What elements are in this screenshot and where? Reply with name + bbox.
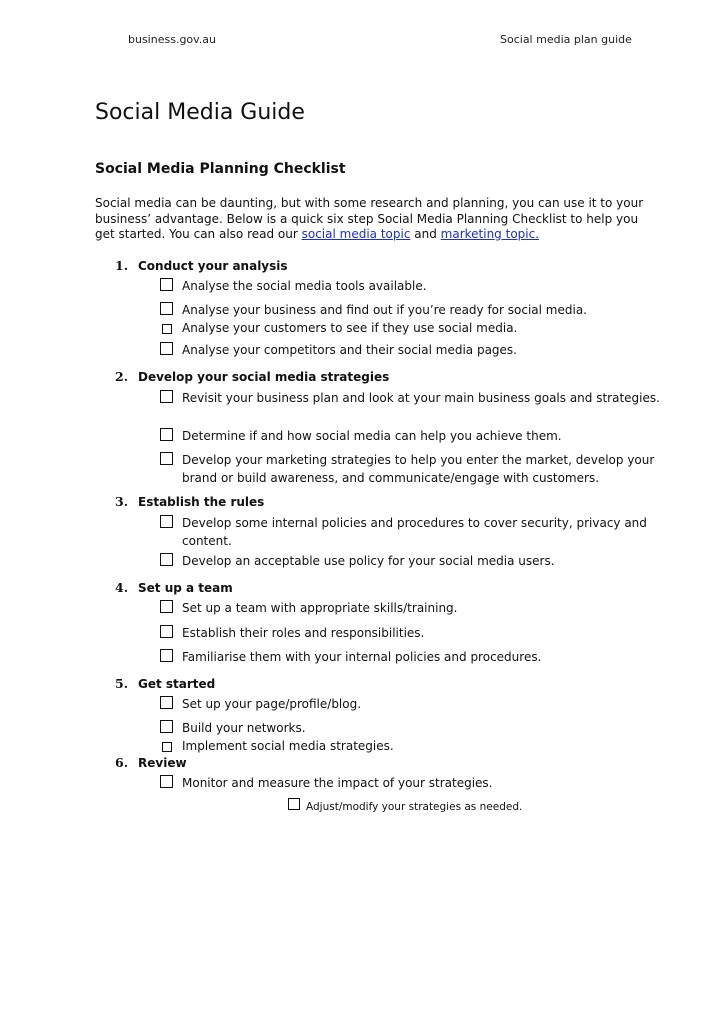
section-number: 3. <box>115 494 129 509</box>
checklist-item-label: Implement social media strategies. <box>182 739 394 753</box>
checkbox-icon[interactable] <box>162 742 172 752</box>
section-title: Conduct your analysis <box>138 259 288 273</box>
checkbox-icon[interactable] <box>160 302 173 315</box>
section-heading-strategies <box>115 369 389 384</box>
checklist-item-label: Determine if and how social media can help you achieve them. <box>182 429 562 443</box>
page-subtitle: Social Media Planning Checklist <box>95 161 346 177</box>
section-heading-get-started <box>115 676 215 691</box>
checkbox-icon[interactable] <box>160 278 173 291</box>
intro-and: and <box>410 227 441 241</box>
checklist-item-label: Develop some internal policies and procedures to cover security, privacy and content. <box>182 516 647 548</box>
checklist-item-label: Establish their roles and responsibilities. <box>182 626 425 640</box>
checkbox-icon[interactable] <box>160 342 173 355</box>
section-title: Review <box>138 756 187 770</box>
checkbox-icon[interactable] <box>288 798 300 810</box>
checkbox-icon[interactable] <box>160 553 173 566</box>
checklist-item-label: Develop your marketing strategies to help you enter the market, develop your brand or build awareness, and communicate/engage with customers. <box>182 453 655 485</box>
social-media-topic-link[interactable]: social media topic <box>301 227 411 241</box>
checklist-item-label: Analyse the social media tools available. <box>182 279 427 293</box>
checkbox-icon[interactable] <box>160 390 173 403</box>
section-title: Establish the rules <box>138 495 265 509</box>
checklist-item-label: Analyse your customers to see if they use social media. <box>182 321 518 335</box>
header-site: business.gov.au <box>128 33 217 46</box>
marketing-topic-link[interactable]: marketing topic. <box>440 227 540 241</box>
checkbox-icon[interactable] <box>160 452 173 465</box>
checklist-item-label: Analyse your business and find out if you’re ready for social media. <box>182 303 587 317</box>
page-title: Social Media Guide <box>95 100 305 125</box>
checkbox-icon[interactable] <box>160 696 173 709</box>
checkbox-icon[interactable] <box>160 649 173 662</box>
section-heading-team <box>115 580 233 595</box>
section-heading-analysis <box>115 258 288 273</box>
checkbox-icon[interactable] <box>160 600 173 613</box>
checklist-item-label: Familiarise them with your internal policies and procedures. <box>182 650 542 664</box>
checkbox-icon[interactable] <box>160 428 173 441</box>
checklist-item-label: Develop an acceptable use policy for your social media users. <box>182 554 555 568</box>
section-number: 5. <box>115 676 129 691</box>
checklist-item-label: Revisit your business plan and look at your main business goals and strategies. <box>182 391 660 405</box>
section-title: Get started <box>138 677 216 691</box>
header-doc-title: Social media plan guide <box>500 33 632 46</box>
section-number: 1. <box>115 258 129 273</box>
intro-text: Social media can be daunting, but with some research and planning, you can use it to your business’ advantage. Below is a quick six step Social Media Planning Checklist to help you get started. You can also read our <box>95 196 644 241</box>
section-number: 4. <box>115 580 129 595</box>
section-number: 6. <box>115 755 129 770</box>
checkbox-icon[interactable] <box>160 720 173 733</box>
section-number: 2. <box>115 369 129 384</box>
section-heading-rules <box>115 494 264 509</box>
checkbox-icon[interactable] <box>160 515 173 528</box>
checklist-item-label: Set up a team with appropriate skills/training. <box>182 601 458 615</box>
section-heading-review <box>115 755 187 770</box>
section-title: Set up a team <box>138 581 233 595</box>
intro-paragraph <box>95 196 660 243</box>
checklist-item-label: Build your networks. <box>182 721 306 735</box>
checkbox-icon[interactable] <box>160 775 173 788</box>
checklist-item-label: Adjust/modify your strategies as needed. <box>306 801 523 813</box>
checkbox-icon[interactable] <box>160 625 173 638</box>
checkbox-icon[interactable] <box>162 324 172 334</box>
section-title: Develop your social media strategies <box>138 370 390 384</box>
checklist-item-label: Analyse your competitors and their social media pages. <box>182 343 517 357</box>
checklist-item-label: Monitor and measure the impact of your strategies. <box>182 776 493 790</box>
checklist-item-label: Set up your page/profile/blog. <box>182 697 362 711</box>
